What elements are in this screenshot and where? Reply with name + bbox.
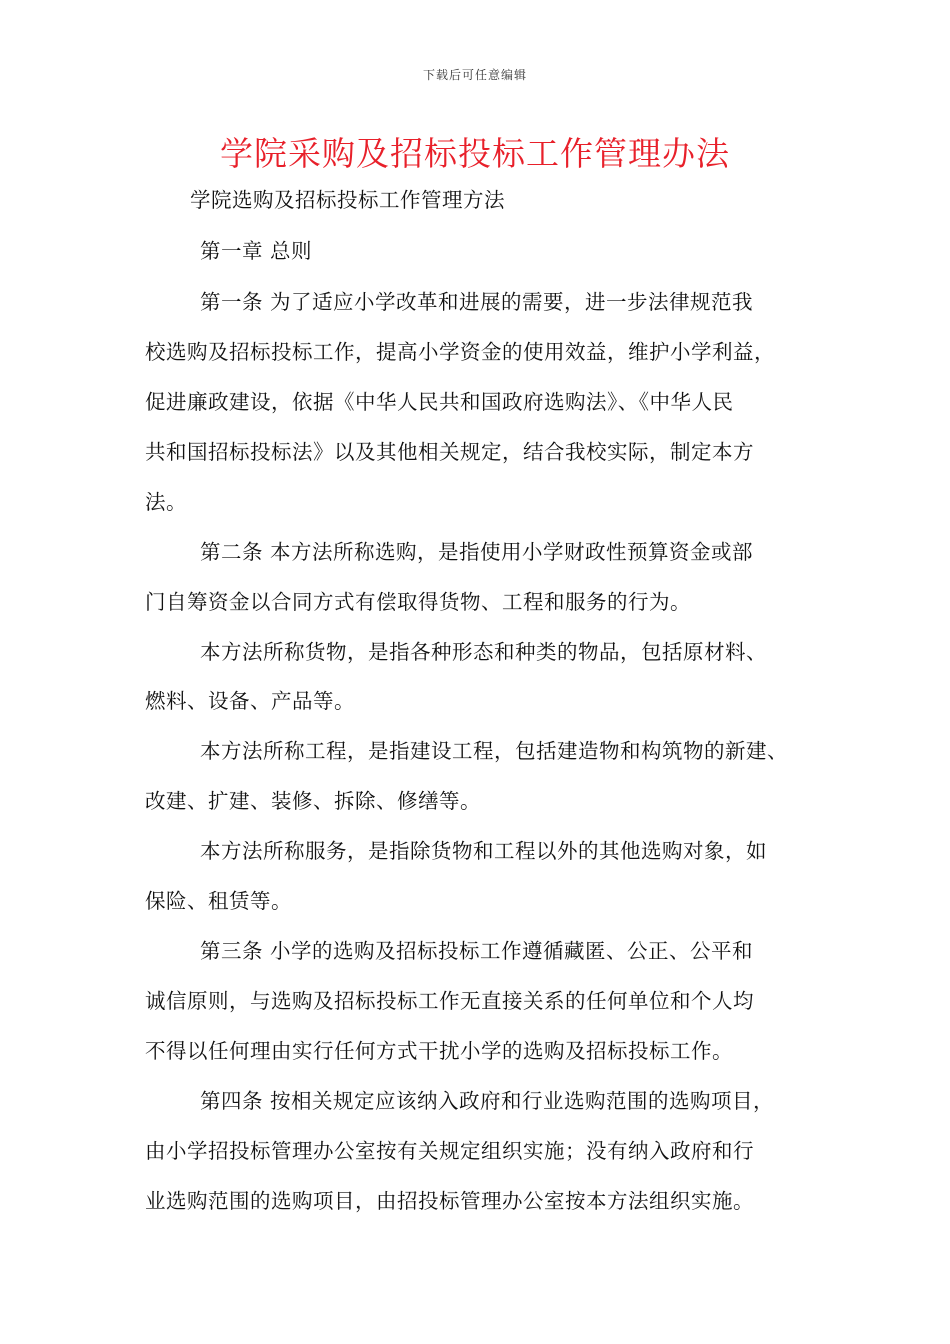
paragraph-line: 本方法所称工程，是指建设工程，包括建造物和构筑物的新建、 (200, 739, 788, 763)
document-title: 学院采购及招标投标工作管理办法 (220, 134, 730, 173)
paragraph-line: 不得以任何理由实行任何方式干扰小学的选购及招标投标工作。 (145, 1039, 733, 1063)
paragraph-line: 由小学招投标管理办公室按有关规定组织实施；没有纳入政府和行 (145, 1139, 754, 1163)
paragraph-line: 改建、扩建、装修、拆除、修缮等。 (145, 789, 481, 813)
paragraph-line: 第四条 按相关规定应该纳入政府和行业选购范围的选购项目， (200, 1089, 775, 1113)
paragraph-line: 诚信原则，与选购及招标投标工作无直接关系的任何单位和个人均 (145, 989, 754, 1013)
paragraph-line: 第一条 为了适应小学改革和进展的需要，进一步法律规范我 (200, 290, 754, 314)
paragraph-line: 法。 (145, 490, 187, 514)
paragraph-line: 第二条 本方法所称选购，是指使用小学财政性预算资金或部 (200, 540, 754, 564)
paragraph-line: 本方法所称货物，是指各种形态和种类的物品，包括原材料、 (200, 640, 767, 664)
paragraph-line: 门自筹资金以合同方式有偿取得货物、工程和服务的行为。 (145, 590, 691, 614)
paragraph-line: 燃料、设备、产品等。 (145, 689, 355, 713)
header-note: 下载后可任意编辑 (422, 68, 527, 82)
subtitle-line: 学院选购及招标投标工作管理方法 (190, 188, 505, 212)
paragraph-line: 保险、租赁等。 (145, 889, 292, 913)
paragraph-line: 促进廉政建设，依据《中华人民共和国政府选购法》、《中华人民 (145, 390, 734, 414)
paragraph-line: 业选购范围的选购项目，由招投标管理办公室按本方法组织实施。 (145, 1189, 754, 1213)
paragraph-line: 第三条 小学的选购及招标投标工作遵循藏匿、公正、公平和 (200, 939, 754, 963)
paragraph-line: 校选购及招标投标工作，提高小学资金的使用效益，维护小学利益， (145, 340, 775, 364)
chapter-heading: 第一章 总则 (200, 239, 313, 263)
paragraph-line: 本方法所称服务，是指除货物和工程以外的其他选购对象，如 (200, 839, 767, 863)
paragraph-line: 共和国招标投标法》以及其他相关规定，结合我校实际，制定本方 (145, 440, 754, 464)
